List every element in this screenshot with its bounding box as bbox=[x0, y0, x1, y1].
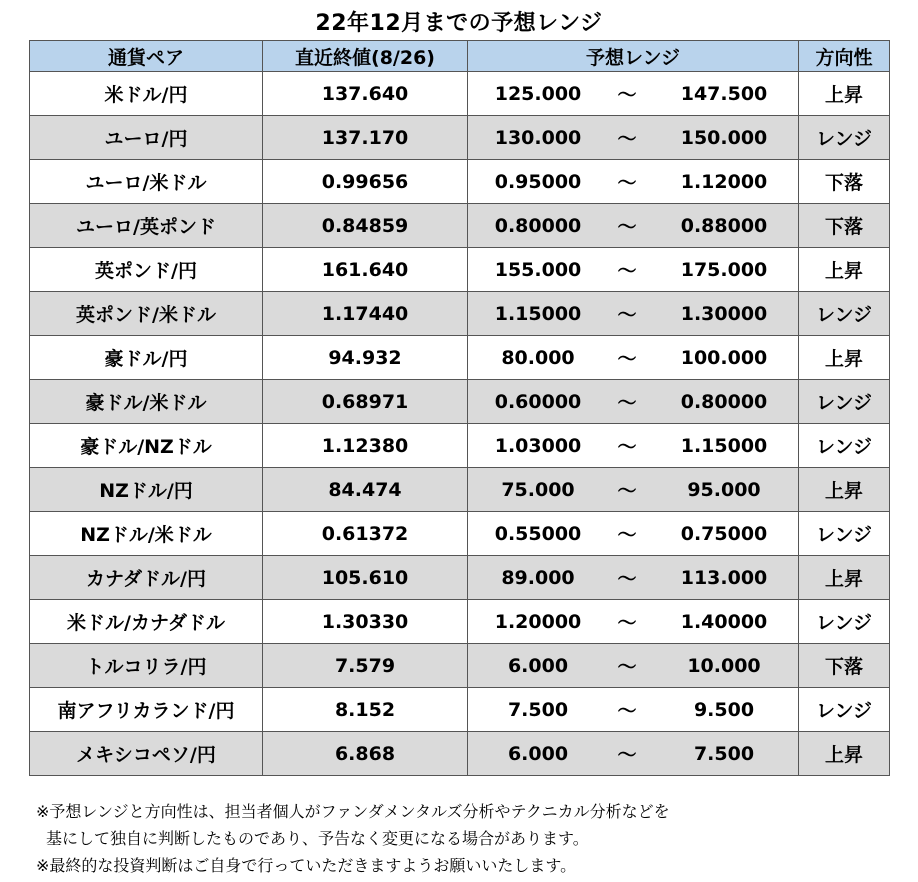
direction-cell: レンジ bbox=[799, 380, 890, 424]
latest-close-cell: 161.640 bbox=[263, 248, 468, 292]
latest-close-cell: 0.84859 bbox=[263, 204, 468, 248]
range-high: 1.15000 bbox=[680, 434, 768, 457]
latest-close-cell: 8.152 bbox=[263, 688, 468, 732]
table-row bbox=[30, 688, 890, 732]
pair-cell: 豪ドル/米ドル bbox=[30, 380, 263, 424]
latest-close-cell: 0.68971 bbox=[263, 380, 468, 424]
pair-cell: 英ポンド/米ドル bbox=[30, 292, 263, 336]
header-forecast-range: 予想レンジ bbox=[468, 41, 799, 72]
latest-close-cell: 0.61372 bbox=[263, 512, 468, 556]
table-row bbox=[30, 336, 890, 380]
forecast-range-cell bbox=[468, 688, 799, 732]
range-low: 7.500 bbox=[507, 698, 569, 721]
table-row bbox=[30, 556, 890, 600]
table-row bbox=[30, 204, 890, 248]
range-separator: 〜 bbox=[617, 436, 637, 458]
range-low: 1.20000 bbox=[494, 610, 582, 633]
table-row bbox=[30, 116, 890, 160]
range-low: 80.000 bbox=[501, 346, 575, 369]
latest-close-cell: 7.579 bbox=[263, 644, 468, 688]
direction-cell: レンジ bbox=[799, 292, 890, 336]
range-low: 155.000 bbox=[494, 258, 582, 281]
range-high: 10.000 bbox=[687, 654, 761, 677]
header-latest-close: 直近終値(8/26) bbox=[263, 41, 468, 72]
latest-close-cell: 1.12380 bbox=[263, 424, 468, 468]
range-separator: 〜 bbox=[617, 480, 637, 502]
forecast-range-cell bbox=[468, 292, 799, 336]
range-high: 1.30000 bbox=[680, 302, 768, 325]
direction-cell: レンジ bbox=[799, 116, 890, 160]
forecast-range-cell bbox=[468, 204, 799, 248]
header-pair: 通貨ペア bbox=[30, 41, 263, 72]
page-title: 22年12月までの予想レンジ bbox=[315, 11, 603, 36]
table-row bbox=[30, 644, 890, 688]
range-high: 95.000 bbox=[687, 478, 761, 501]
table-row bbox=[30, 292, 890, 336]
table-row bbox=[30, 600, 890, 644]
header-direction: 方向性 bbox=[799, 41, 890, 72]
forecast-range-cell bbox=[468, 380, 799, 424]
table-row bbox=[30, 160, 890, 204]
table-row bbox=[30, 424, 890, 468]
forecast-range-cell bbox=[468, 732, 799, 776]
range-high: 1.12000 bbox=[680, 170, 768, 193]
table-row bbox=[30, 512, 890, 556]
range-separator: 〜 bbox=[617, 216, 637, 238]
range-separator: 〜 bbox=[617, 656, 637, 678]
direction-cell: 上昇 bbox=[799, 72, 890, 116]
note-line-3: ※最終的な投資判断はご自身で行っていただきますようお願いいたします。 bbox=[36, 856, 577, 875]
table-row bbox=[30, 72, 890, 116]
direction-cell: 上昇 bbox=[799, 248, 890, 292]
range-separator: 〜 bbox=[617, 260, 637, 282]
pair-cell: カナダドル/円 bbox=[30, 556, 263, 600]
table-row bbox=[30, 380, 890, 424]
forecast-range-cell bbox=[468, 468, 799, 512]
direction-cell: 上昇 bbox=[799, 556, 890, 600]
range-low: 6.000 bbox=[507, 654, 569, 677]
range-separator: 〜 bbox=[617, 172, 637, 194]
range-low: 0.80000 bbox=[494, 214, 582, 237]
range-separator: 〜 bbox=[617, 128, 637, 150]
range-low: 89.000 bbox=[501, 566, 575, 589]
direction-cell: 上昇 bbox=[799, 468, 890, 512]
pair-cell: 南アフリカランド/円 bbox=[30, 688, 263, 732]
range-separator: 〜 bbox=[617, 84, 637, 106]
range-high: 147.500 bbox=[680, 82, 768, 105]
latest-close-cell: 137.640 bbox=[263, 72, 468, 116]
pair-cell: ユーロ/米ドル bbox=[30, 160, 263, 204]
pair-cell: 英ポンド/円 bbox=[30, 248, 263, 292]
forecast-range-cell bbox=[468, 248, 799, 292]
forecast-range-cell bbox=[468, 336, 799, 380]
range-separator: 〜 bbox=[617, 568, 637, 590]
latest-close-cell: 84.474 bbox=[263, 468, 468, 512]
range-separator: 〜 bbox=[617, 744, 637, 766]
table-header-row bbox=[30, 41, 890, 72]
note-line-2: 基にして独自に判断したものであり、予告なく変更になる場合があります。 bbox=[46, 829, 589, 848]
range-low: 1.03000 bbox=[494, 434, 582, 457]
direction-cell: 下落 bbox=[799, 204, 890, 248]
direction-cell: レンジ bbox=[799, 688, 890, 732]
direction-cell: 下落 bbox=[799, 644, 890, 688]
range-high: 100.000 bbox=[680, 346, 768, 369]
pair-cell: 豪ドル/円 bbox=[30, 336, 263, 380]
latest-close-cell: 6.868 bbox=[263, 732, 468, 776]
range-separator: 〜 bbox=[617, 612, 637, 634]
range-high: 175.000 bbox=[680, 258, 768, 281]
table-row bbox=[30, 468, 890, 512]
pair-cell: 豪ドル/NZドル bbox=[30, 424, 263, 468]
range-high: 1.40000 bbox=[680, 610, 768, 633]
direction-cell: レンジ bbox=[799, 424, 890, 468]
forecast-range-cell bbox=[468, 600, 799, 644]
direction-cell: 下落 bbox=[799, 160, 890, 204]
direction-cell: レンジ bbox=[799, 600, 890, 644]
pair-cell: トルコリラ/円 bbox=[30, 644, 263, 688]
latest-close-cell: 137.170 bbox=[263, 116, 468, 160]
pair-cell: NZドル/米ドル bbox=[30, 512, 263, 556]
range-separator: 〜 bbox=[617, 304, 637, 326]
disclaimer-notes bbox=[36, 798, 896, 879]
forecast-range-cell bbox=[468, 72, 799, 116]
pair-cell: 米ドル/カナダドル bbox=[30, 600, 263, 644]
table-row bbox=[30, 248, 890, 292]
range-low: 75.000 bbox=[501, 478, 575, 501]
pair-cell: メキシコペソ/円 bbox=[30, 732, 263, 776]
range-low: 0.60000 bbox=[494, 390, 582, 413]
latest-close-cell: 105.610 bbox=[263, 556, 468, 600]
latest-close-cell: 94.932 bbox=[263, 336, 468, 380]
range-low: 0.55000 bbox=[494, 522, 582, 545]
direction-cell: 上昇 bbox=[799, 732, 890, 776]
direction-cell: レンジ bbox=[799, 512, 890, 556]
forecast-range-cell bbox=[468, 644, 799, 688]
range-low: 1.15000 bbox=[494, 302, 582, 325]
range-high: 0.88000 bbox=[680, 214, 768, 237]
range-separator: 〜 bbox=[617, 392, 637, 414]
range-high: 150.000 bbox=[680, 126, 768, 149]
forecast-range-cell bbox=[468, 556, 799, 600]
latest-close-cell: 1.17440 bbox=[263, 292, 468, 336]
range-high: 0.80000 bbox=[680, 390, 768, 413]
table-row bbox=[30, 732, 890, 776]
pair-cell: ユーロ/円 bbox=[30, 116, 263, 160]
range-separator: 〜 bbox=[617, 700, 637, 722]
range-low: 130.000 bbox=[494, 126, 582, 149]
forecast-range-cell bbox=[468, 116, 799, 160]
pair-cell: 米ドル/円 bbox=[30, 72, 263, 116]
pair-cell: ユーロ/英ポンド bbox=[30, 204, 263, 248]
range-high: 9.500 bbox=[693, 698, 755, 721]
table-body bbox=[30, 72, 890, 776]
range-low: 125.000 bbox=[494, 82, 582, 105]
range-low: 0.95000 bbox=[494, 170, 582, 193]
note-line-1: ※予想レンジと方向性は、担当者個人がファンダメンタルズ分析やテクニカル分析などを bbox=[36, 802, 670, 821]
forecast-range-cell bbox=[468, 160, 799, 204]
range-high: 113.000 bbox=[680, 566, 768, 589]
forecast-range-cell bbox=[468, 424, 799, 468]
pair-cell: NZドル/円 bbox=[30, 468, 263, 512]
direction-cell: 上昇 bbox=[799, 336, 890, 380]
forecast-table bbox=[29, 40, 890, 776]
latest-close-cell: 1.30330 bbox=[263, 600, 468, 644]
range-separator: 〜 bbox=[617, 348, 637, 370]
range-high: 7.500 bbox=[693, 742, 755, 765]
range-high: 0.75000 bbox=[680, 522, 768, 545]
forecast-range-cell bbox=[468, 512, 799, 556]
range-separator: 〜 bbox=[617, 524, 637, 546]
latest-close-cell: 0.99656 bbox=[263, 160, 468, 204]
range-low: 6.000 bbox=[507, 742, 569, 765]
